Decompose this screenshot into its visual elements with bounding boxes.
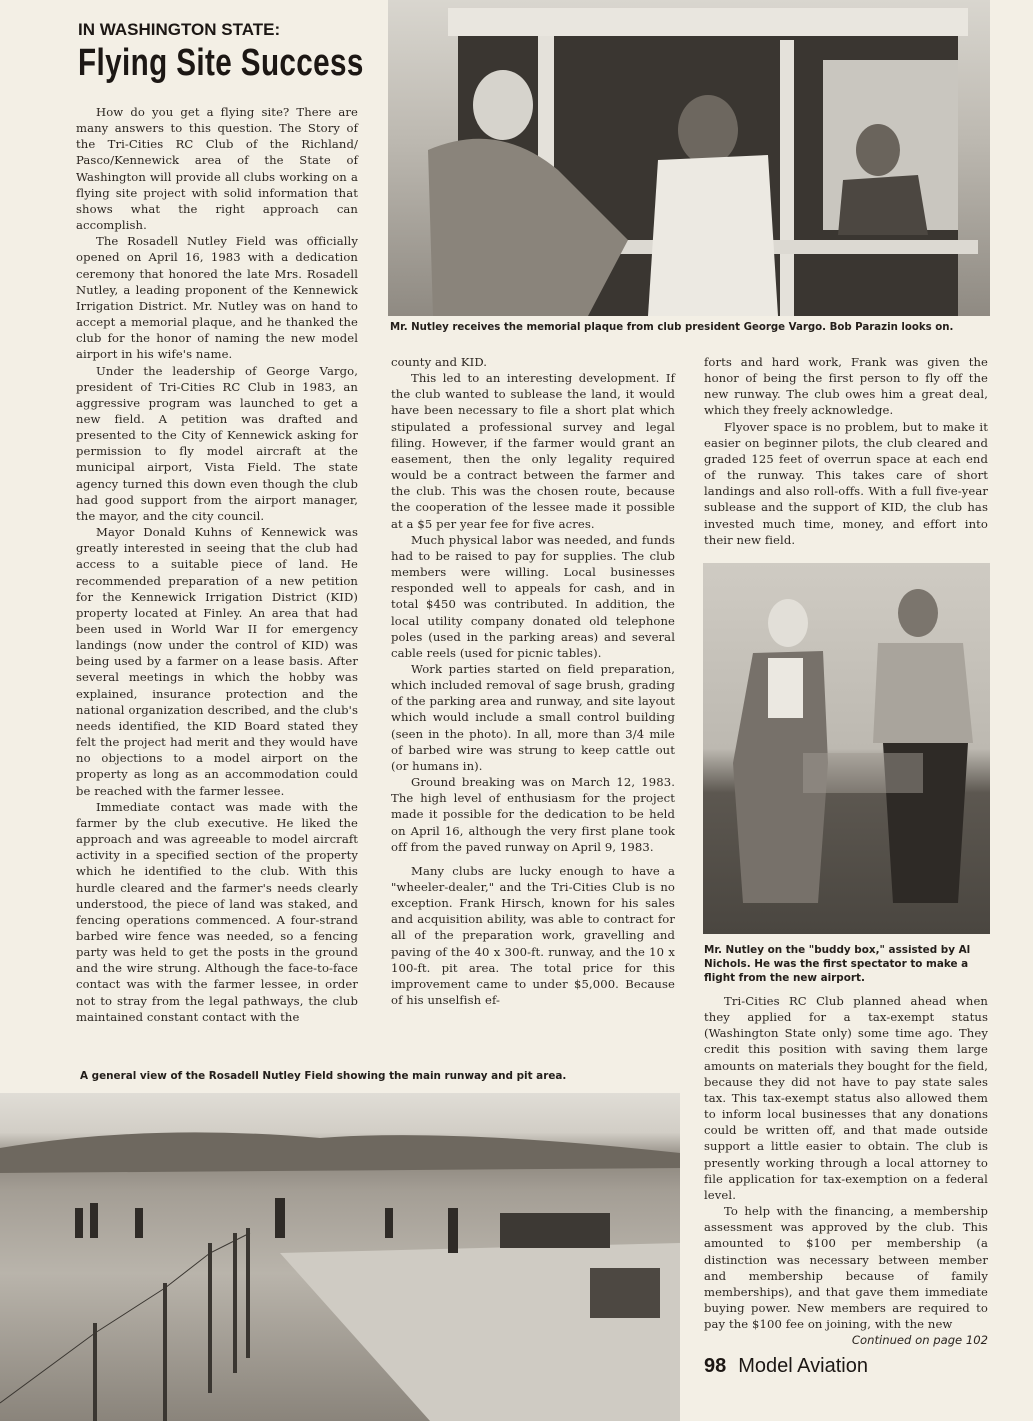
paragraph: county and KID. (391, 355, 488, 369)
buddy-box-illustration (703, 563, 990, 934)
paragraph: To help with the financing, a membership assessment was approved by the club. This amounted to $100 per membership (a distinction was necessary between member and membership because of family memberships), and that gave them immediate buying power. New members are required to pay the $100 fee on joining, with the new (704, 1204, 988, 1332)
paragraph: The Rosadell Nutley Field was officially opened on April 16, 1983 with a dedication ceremony that honored the late Mrs. Rosadell Nutley, a leading proponent of the Kennewick Irrigation District. Mr. Nutley was on hand to accept a memorial plaque, and he thanked the club for the honor of naming the new model airport in his wife's name. (76, 234, 358, 362)
paragraph: Much physical labor was needed, and funds had to be raised to pay for supplies. The club members were willing. Local businesses responded well to appeals for cash, and in total $450 was contributed. In addition, the local utility company donated old telephone poles (used in the parking areas) and several cable reels (used for picnic tables). (391, 532, 675, 660)
page-number: 98 (704, 1355, 727, 1377)
continued-note: Continued on page 102 (851, 1333, 988, 1347)
bottom-photo-caption: A general view of the Rosadell Nutley Field showing the main runway and pit area. (80, 1070, 567, 1082)
magazine-name: Model Aviation (738, 1355, 868, 1377)
right-column-bottom (704, 993, 988, 1332)
photo-buddy-box (703, 563, 990, 934)
article-title: Flying Site Success (78, 42, 364, 84)
right-column-top (704, 354, 988, 548)
plaque-ceremony-illustration (388, 0, 990, 316)
paragraph: Work parties started on field preparation, which included removal of sage brush, grading of the parking area and runway, and site layout which would include a small control building (seen in the photo). In all, more than 3/4 mile of barbed wire was strung to keep cattle out (or humans in). (391, 661, 675, 773)
paragraph: Under the leadership of George Vargo, president of Tri-Cities RC Club in 1983, an aggressive program was launched to get a new field. A petition was drafted and presented to the City of Kennewick asking for permission to fly model aircraft at the municipal airport, Vista Field. The state agency turned this down even though the club had good support from the airport manager, the mayor, and the city council. (76, 363, 358, 523)
photo-field-overview (0, 1093, 680, 1421)
page-footer (704, 1355, 868, 1378)
field-overview-illustration (0, 1093, 680, 1421)
paragraph: Flyover space is no problem, but to make it easier on beginner pilots, the club cleared and graded 125 feet of overrun space at each end of the runway. This takes care of short landings and also roll-offs. With a full five-year sublease and the support of KID, the club has invested much time, money, and effort into their new field. (704, 419, 988, 547)
photo-plaque-ceremony (388, 0, 990, 316)
paragraph: Immediate contact was made with the farmer by the club executive. He liked the approach and was agreeable to model aircraft activity in a specified section of the property which he identified to the club. With this hurdle cleared and the farmer's needs clearly understood, the piece of land was staked, and fencing operations commenced. A four-strand barbed wire fence was needed, so a fencing party was held to get the posts in the ground and the wire strung. Although the face-to-face contact was with the farmer lessee, in order not to stray from the legal pathways, the club maintained constant contact with the (76, 799, 358, 1024)
paragraph: This led to an interesting development. If the club wanted to sublease the land, it would have been necessary to file a short plat which stipulated a professional survey and legal filing. However, if the farmer would grant an easement, then the only legality required would be a contract between the farmer and the club. This was the chosen route, because the cooperation of the lessee made it possible at a $5 per year fee for five acres. (391, 371, 675, 531)
paragraph: Mayor Donald Kuhns of Kennewick was greatly interested in seeing that the club had access to a suitable piece of land. He recommended preparation of a new petition for the Kennewick Irrigation District (KID) property located at Finley. An area that had been used in World War II for emergency landings (now under the control of KID) was being used by a farmer on a lease basis. After several meetings in which the hobby was explained, insurance protection and the national organization described, and the club's needs identified, the KID Board stated they felt the project had merit and they would have no objections to a model airport on the property as long as an accommodation could be reached with the farmer lessee. (76, 525, 358, 798)
top-photo-caption: Mr. Nutley receives the memorial plaque from club president George Vargo. Bob Parazin looks on. (390, 322, 954, 333)
paragraph: How do you get a flying site? There are many answers to this question. The Story of the Tri-Cities RC Club of the Richland/ Pasco/Kennewick area of the State of Washington will provide all clubs working on a flying site project with solid information that shows what the right approach can accomplish. (76, 105, 358, 233)
left-column (76, 104, 358, 1025)
middle-column (391, 354, 675, 1008)
paragraph: Ground breaking was on March 12, 1983. The high level of enthusiasm for the project made it possible for the dedication to be held on April 16, although the very first plane took off from the paved runway on April 9, 1983. (391, 775, 675, 854)
paragraph: Tri-Cities RC Club planned ahead when they applied for a tax-exempt status (Washington State only) some time ago. They credit this position with saving them large amounts on materials they bought for the field, because they did not have to pay state sales tax. This tax-exempt status also allowed them to inform local businesses that any donations could be written off, and that made outside support a little easier to obtain. The club is presently working through a local attorney to file application for tax-exemption on a federal level. (704, 994, 988, 1202)
article-kicker: IN WASHINGTON STATE: (78, 20, 281, 39)
paragraph: Many clubs are lucky enough to have a "wheeler-dealer," and the Tri-Cities Club is no exception. Frank Hirsch, known for his sales and acquisition ability, was able to contract for all of the preparation work, gravelling and paving of the 40 x 300-ft. runway, and the 10 x 100-ft. pit area. The total price for this improvement came to under $5,000. Because of his unselfish ef- (391, 863, 675, 1008)
right-photo-caption: Mr. Nutley on the "buddy box," assisted by Al Nichols. He was the first spectator to make a flight from the new airport. (704, 944, 971, 984)
paragraph: forts and hard work, Frank was given the honor of being the first person to fly off the new runway. The club owes him a great deal, which they freely acknowledge. (704, 355, 988, 418)
